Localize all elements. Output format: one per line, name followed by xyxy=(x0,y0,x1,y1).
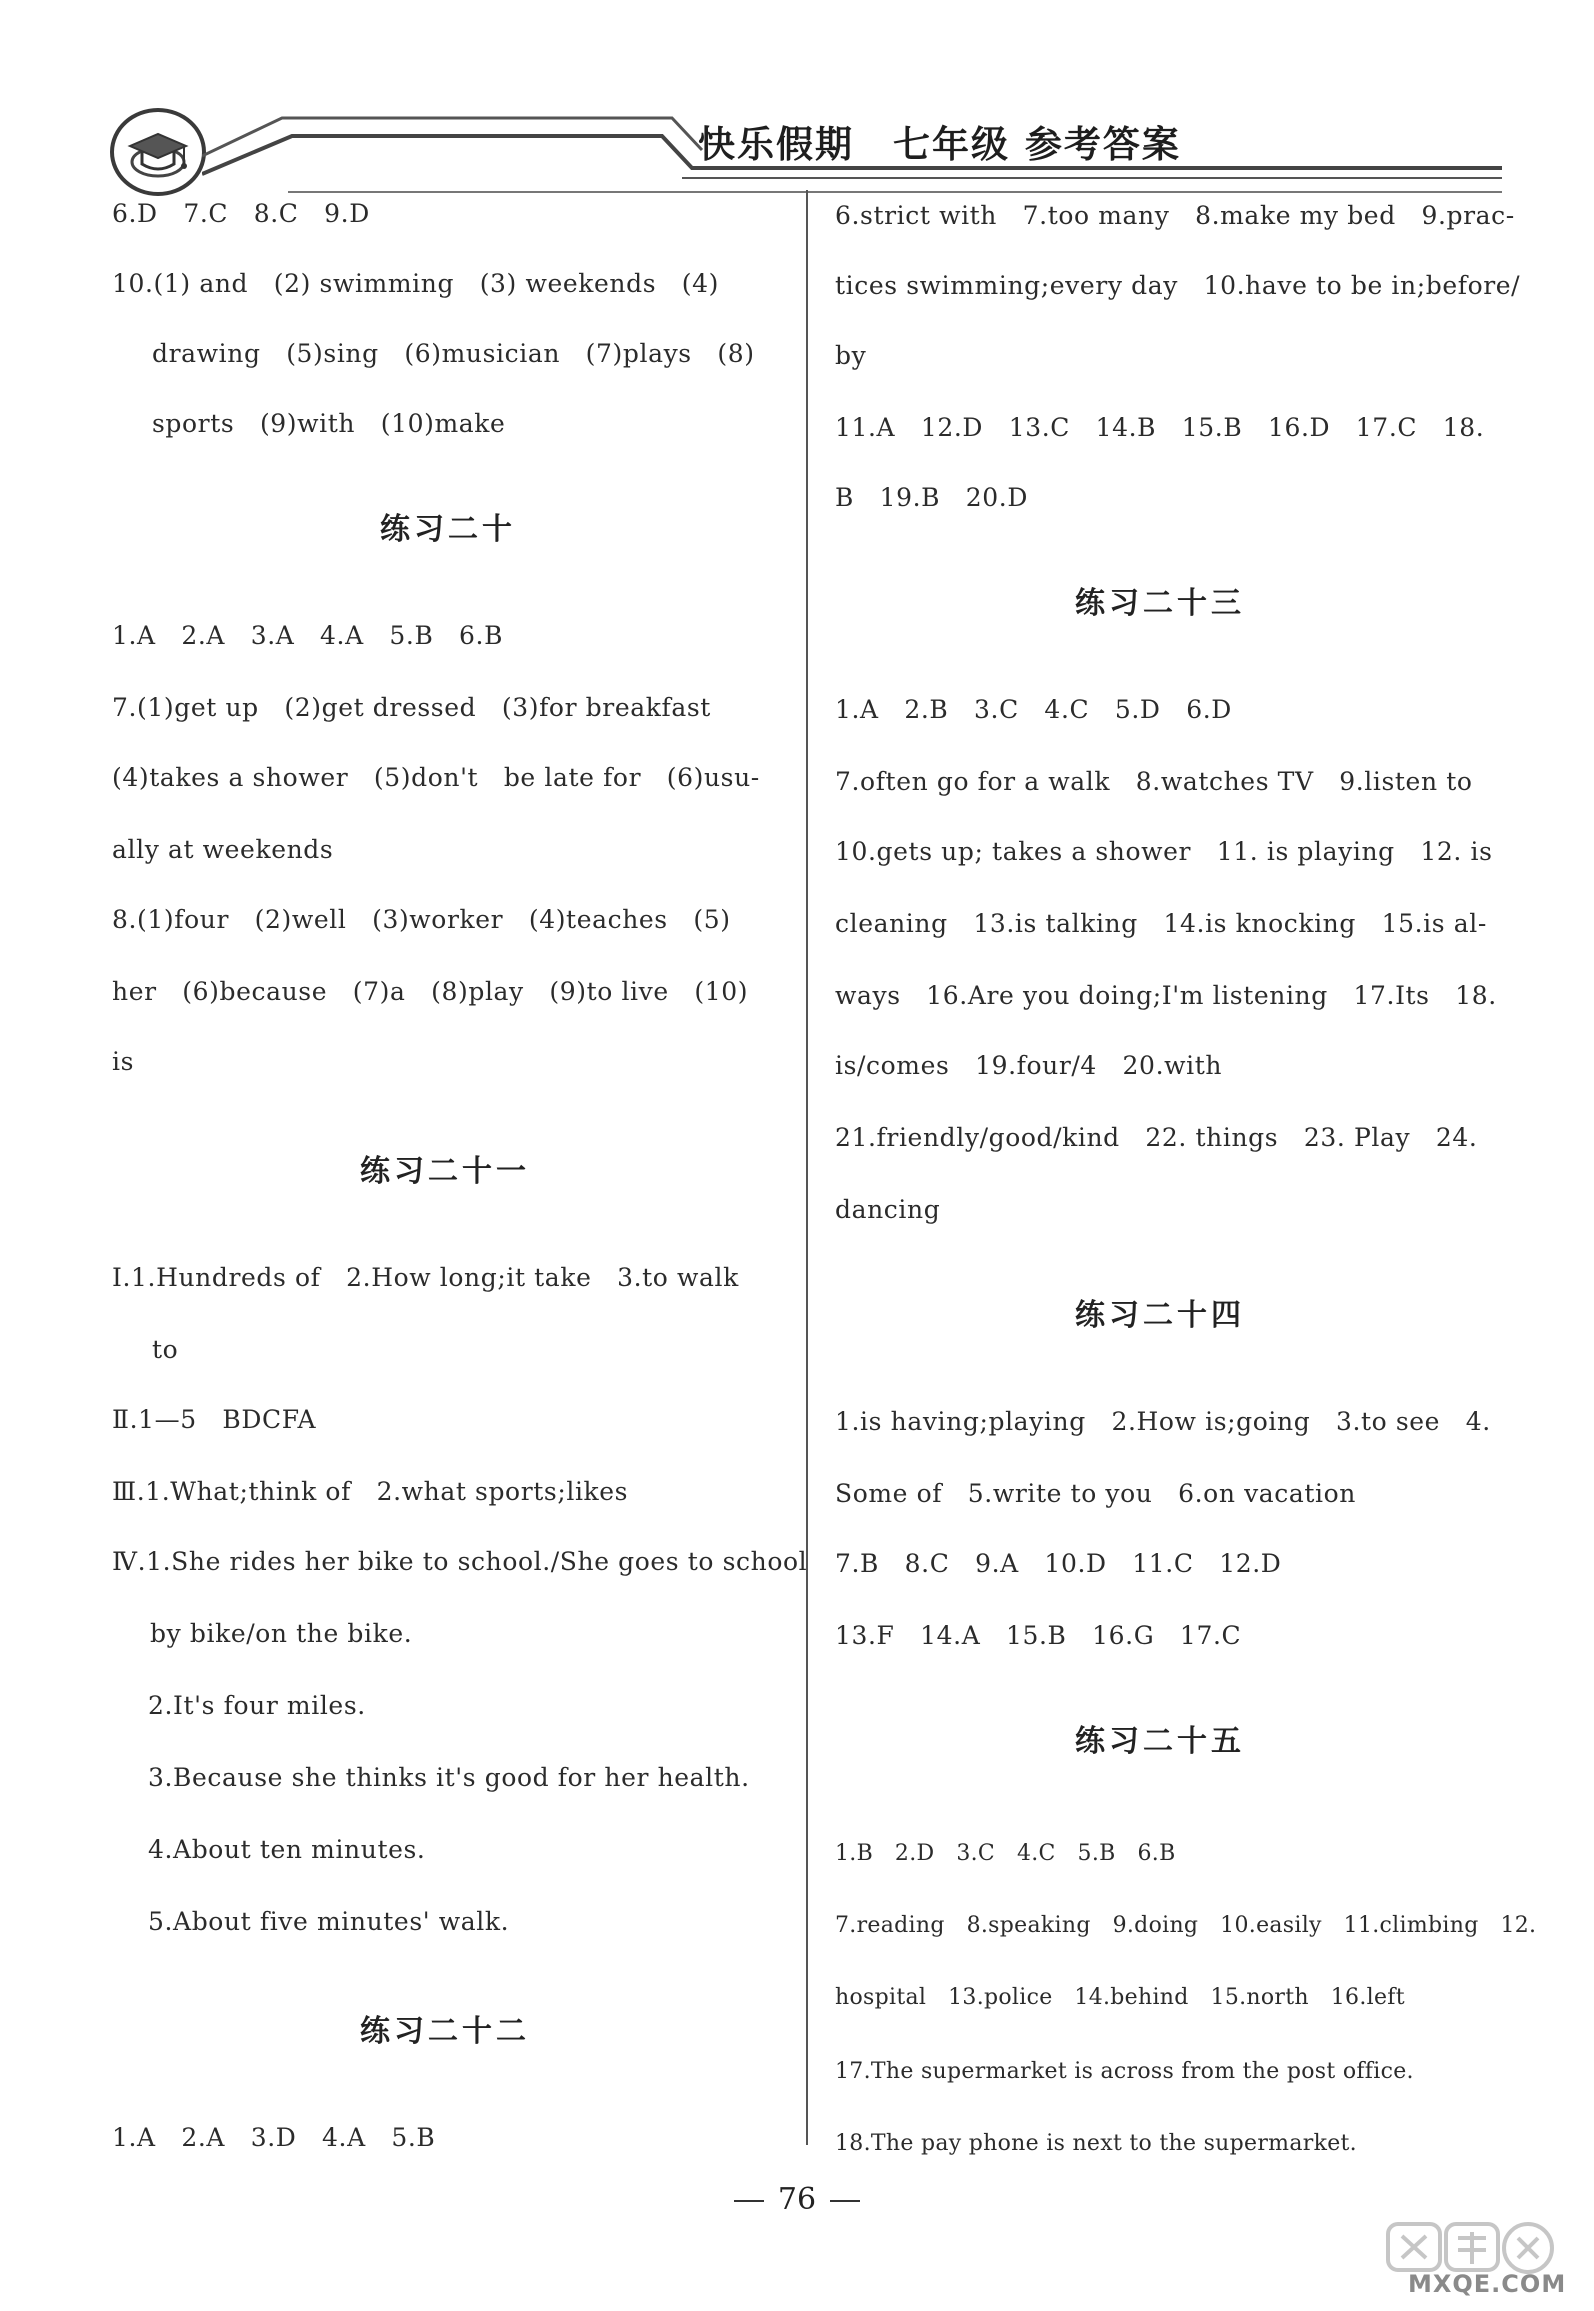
answer-line: (4)takes a shower (5)don't be late for (6)usu- xyxy=(112,763,760,792)
footer-dash xyxy=(830,2200,860,2202)
answer-line: 5.About five minutes' walk. xyxy=(148,1907,510,1936)
graduation-cap-logo-icon xyxy=(110,108,206,196)
watermark-text: MXQE.COM xyxy=(1408,2270,1567,2298)
answer-line: 7.often go for a walk 8.watches TV 9.listen to xyxy=(835,767,1473,796)
answer-line: 1.A 2.B 3.C 4.C 5.D 6.D xyxy=(835,695,1232,724)
column-divider xyxy=(806,190,808,2145)
answer-line: 17.The supermarket is across from the post office. xyxy=(835,2059,1414,2084)
answer-line: cleaning 13.is talking 14.is knocking 15.is al- xyxy=(835,909,1487,938)
page-footer xyxy=(0,2182,1594,2217)
section-heading: 练习二十二 xyxy=(360,2014,530,2049)
answer-line: 1.A 2.A 3.A 4.A 5.B 6.B xyxy=(112,621,504,650)
answer-line: 13.F 14.A 15.B 16.G 17.C xyxy=(835,1621,1242,1650)
section-heading: 练习二十三 xyxy=(1075,586,1245,621)
answer-line: 6.strict with 7.too many 8.make my bed 9.prac- xyxy=(835,201,1515,230)
answer-line: ways 16.Are you doing;I'm listening 17.Its 18. xyxy=(835,981,1497,1010)
answer-line: 1.A 2.A 3.D 4.A 5.B xyxy=(112,2123,436,2152)
answer-line: is/comes 19.four/4 20.with xyxy=(835,1051,1223,1080)
answer-line: 18.The pay phone is next to the supermarket. xyxy=(835,2131,1357,2156)
answer-line: by xyxy=(835,341,867,370)
answer-line: tices swimming;every day 10.have to be in;before/ xyxy=(835,271,1521,300)
answer-line: dancing xyxy=(835,1195,941,1224)
answer-line: 11.A 12.D 13.C 14.B 15.B 16.D 17.C 18. xyxy=(835,413,1485,442)
answer-line: 8.(1)four (2)well (3)worker (4)teaches (5) xyxy=(112,905,731,934)
answer-line: Ⅳ.1.She rides her bike to school./She goes to school xyxy=(112,1547,808,1576)
answer-line: 1.is having;playing 2.How is;going 3.to see 4. xyxy=(835,1407,1491,1436)
answer-line: Some of 5.write to you 6.on vacation xyxy=(835,1479,1356,1508)
answer-line: B 19.B 20.D xyxy=(835,483,1028,512)
page-header xyxy=(110,108,1500,198)
answer-line: 1.B 2.D 3.C 4.C 5.B 6.B xyxy=(835,1841,1176,1866)
answer-line: 7.B 8.C 9.A 10.D 11.C 12.D xyxy=(835,1549,1282,1578)
answer-line: ally at weekends xyxy=(112,835,334,864)
answer-line: 3.Because she thinks it's good for her health. xyxy=(148,1763,750,1792)
answer-line: 4.About ten minutes. xyxy=(148,1835,426,1864)
page-title: 快乐假期 七年级 参考答案 xyxy=(698,123,1181,166)
answer-line: sports (9)with (10)make xyxy=(152,409,506,438)
answer-line: hospital 13.police 14.behind 15.north 16.left xyxy=(835,1985,1405,2010)
answer-line: Ⅱ.1—5 BDCFA xyxy=(112,1405,317,1434)
page-number: 76 xyxy=(777,2182,817,2217)
section-heading: 练习二十四 xyxy=(1075,1298,1245,1333)
answer-line: 10.(1) and (2) swimming (3) weekends (4) xyxy=(112,269,719,298)
section-heading: 练习二十一 xyxy=(360,1154,530,1189)
answer-line: is xyxy=(112,1047,135,1076)
answer-line: 7.reading 8.speaking 9.doing 10.easily 11.climbing 12. xyxy=(835,1913,1537,1938)
answer-line: Ⅲ.1.What;think of 2.what sports;likes xyxy=(112,1477,629,1506)
section-heading: 练习二十五 xyxy=(1075,1724,1245,1759)
section-heading: 练习二十 xyxy=(380,512,516,547)
answer-line: Ⅰ.1.Hundreds of 2.How long;it take 3.to walk xyxy=(112,1263,739,1292)
answer-line: her (6)because (7)a (8)play (9)to live (10) xyxy=(112,977,749,1006)
answer-line: to xyxy=(152,1335,179,1364)
answer-line: 21.friendly/good/kind 22. things 23. Play 24. xyxy=(835,1123,1478,1152)
answer-line: 6.D 7.C 8.C 9.D xyxy=(112,199,370,228)
answer-line: 10.gets up; takes a shower 11. is playing 12. is xyxy=(835,837,1493,866)
answer-line: by bike/on the bike. xyxy=(150,1619,413,1648)
answer-line: 7.(1)get up (2)get dressed (3)for breakfast xyxy=(112,693,711,722)
footer-dash xyxy=(734,2200,764,2202)
answer-line: 2.It's four miles. xyxy=(148,1691,366,1720)
answer-line: drawing (5)sing (6)musician (7)plays (8) xyxy=(152,339,755,368)
